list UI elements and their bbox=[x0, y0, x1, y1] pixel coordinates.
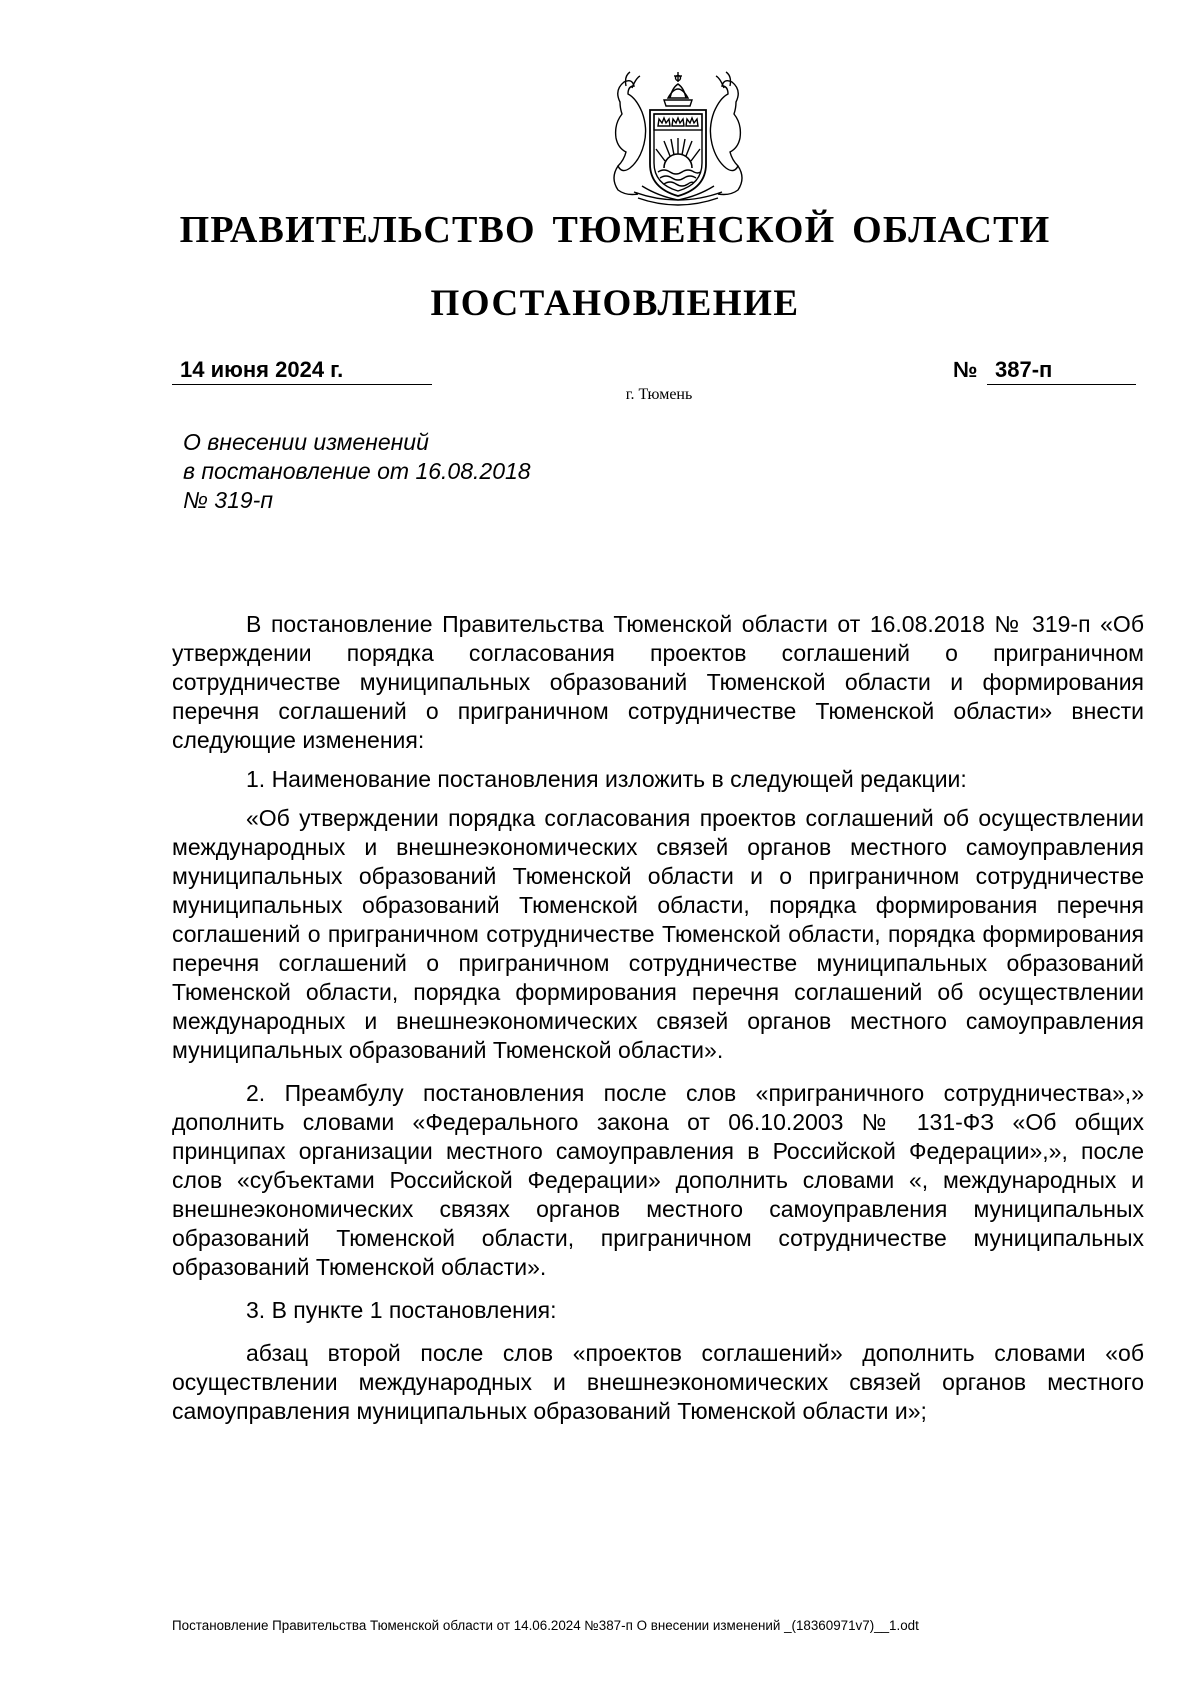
body-paragraph-item-2: 2. Преамбулу постановления после слов «приграничного сотрудничества»,» дополнить словами «Федерального закона от 06.10.2003 № 131-ФЗ «Об общих принципах организации местного самоуправления в Российской Федерации»,», после слов «субъектами Российской Федерации» дополнить словами «, международных и внешнеэкономических связях органов местного самоуправления муниципальных образований Тюменской области, приграничном сотрудничестве муниципальных образований Тюменской области». bbox=[172, 1080, 1144, 1280]
subject-line: № 319-п bbox=[183, 487, 273, 513]
body-paragraph-new-title: «Об утверждении порядка согласования проектов соглашений об осуществлении международных и внешнеэкономических связей органов местного самоуправления муниципальных образований Тюменской области и о приграничном сотрудничестве муниципальных образований Тюменской области, порядка формирования перечня соглашений о приграничном сотрудничестве Тюменской области, порядка формирования перечня соглашений о приграничном сотрудничестве муниципальных образований Тюменской области, порядка формирования перечня соглашений об осуществлении международных и внешнеэкономических связей органов местного самоуправления муниципальных образований Тюменской области». bbox=[172, 805, 1144, 1063]
document-type-heading: ПОСТАНОВЛЕНИЕ bbox=[430, 283, 800, 324]
number-sign: № bbox=[953, 357, 978, 382]
body-paragraph-intro: В постановление Правительства Тюменской области от 16.08.2018 № 319-п «Об утверждении порядка согласования проектов соглашений о приграничном сотрудничестве муниципальных образований Тюменской области и формирования перечня соглашений о приграничном сотрудничестве Тюменской области» внести следующие изменения: bbox=[172, 611, 1144, 753]
document-subject bbox=[183, 428, 603, 515]
document-body bbox=[172, 610, 1144, 1436]
coat-of-arms-icon bbox=[598, 68, 758, 206]
body-paragraph-item-1: 1. Наименование постановления изложить в следующей редакции: bbox=[246, 766, 967, 792]
subject-line: в постановление от 16.08.2018 bbox=[183, 458, 531, 484]
body-paragraph-item-3-subparagraph: абзац второй после слов «проектов соглашений» дополнить словами «об осуществлении международных и внешнеэкономических связей органов местного самоуправления муниципальных образований Тюменской области и»; bbox=[172, 1340, 1144, 1424]
document-date: 14 июня 2024 г. bbox=[172, 355, 432, 385]
organization-title: ПРАВИТЕЛЬСТВО ТЮМЕНСКОЙ ОБЛАСТИ bbox=[179, 209, 1051, 251]
body-paragraph-item-3: 3. В пункте 1 постановления: bbox=[246, 1297, 557, 1323]
document-number: 387-п bbox=[987, 355, 1136, 385]
subject-line: О внесении изменений bbox=[183, 429, 429, 455]
issue-city: г. Тюмень bbox=[625, 386, 693, 403]
footer-file-reference: Постановление Правительства Тюменской области от 14.06.2024 №387-п О внесении изменений _(18360971v7)__1.odt bbox=[172, 1618, 919, 1633]
